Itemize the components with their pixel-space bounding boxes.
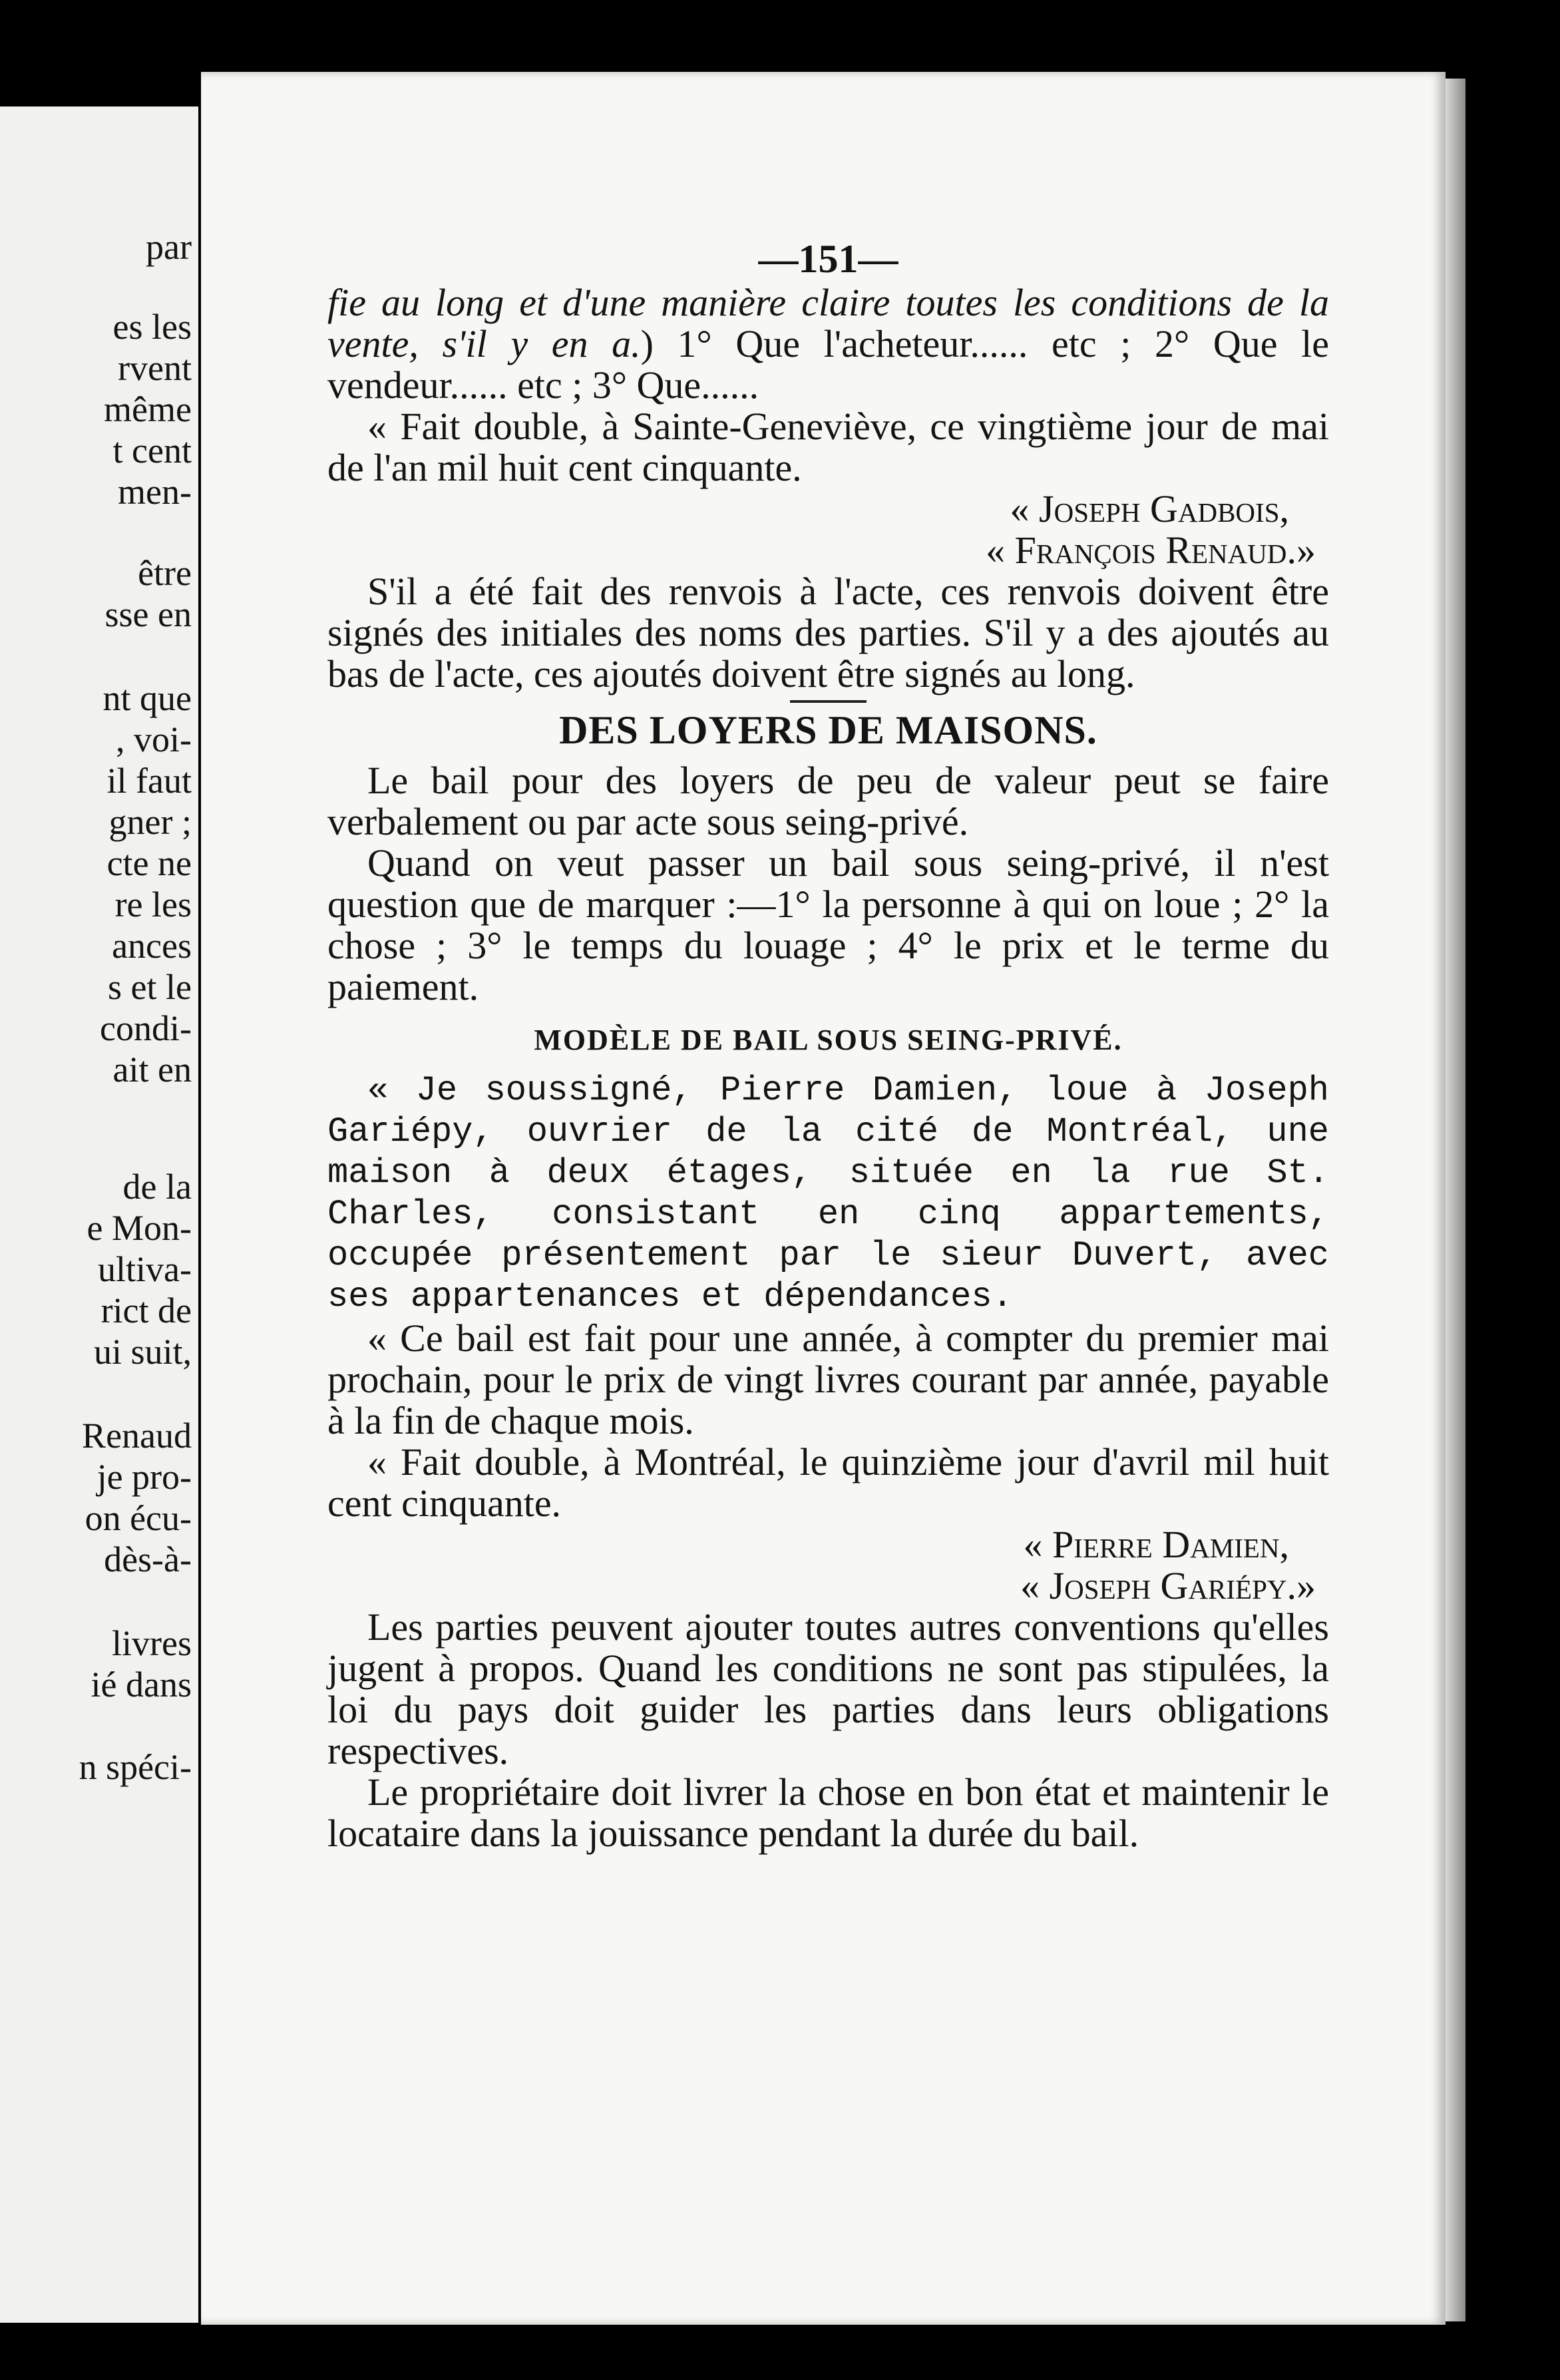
- left-page-line: par: [146, 227, 192, 267]
- left-page-line: cte ne: [106, 843, 192, 883]
- paragraph-3: S'il a été fait des renvois à l'acte, ces renvois doivent être signés des initiales des noms des parties. S'il y a des ajoutés au bas de l'acte, ces ajoutés doivent être signés au long.: [327, 570, 1329, 695]
- left-page-line: ait en: [112, 1050, 192, 1090]
- left-page-line: dès-à-: [104, 1539, 192, 1579]
- page-edge: [1446, 79, 1465, 2321]
- signature-joseph-gadbois: « Joseph Gadbois,: [1010, 487, 1289, 530]
- left-page-line: il faut: [106, 761, 192, 801]
- paragraph-1-italic: fie au long et d'une manière claire toutes les conditions de la vente, s'il y en a.: [327, 281, 1329, 365]
- left-page-line: nt que: [102, 678, 192, 718]
- left-page-line: s et le: [108, 967, 192, 1007]
- paragraph-1-rest: ) 1° Que l'acheteur...... etc ; 2° Que le vendeur...... etc ; 3° Que......: [327, 322, 1329, 407]
- left-page-line: es les: [112, 307, 192, 347]
- paragraph-7: « Ce bail est fait pour une année, à compter du premier mai prochain, pour le prix de vingt livres courant par année, payable à la fin de chaque mois.: [327, 1316, 1329, 1442]
- left-page-line: rict de: [100, 1290, 192, 1330]
- left-page-line: e Mon-: [87, 1208, 192, 1248]
- left-page-line: je pro-: [97, 1457, 192, 1497]
- model-heading: MODÈLE DE BAIL SOUS SEING-PRIVÉ.: [534, 1024, 1123, 1056]
- page-content: [327, 238, 1329, 1854]
- left-page-line: de la: [122, 1167, 192, 1207]
- signature-pierre-damien: « Pierre Damien,: [1023, 1523, 1289, 1566]
- paragraph-5: Quand on veut passer un bail sous seing-privé, il n'est question que de marquer :—1° la personne à qui on loue ; 2° la chose ; 3° le temps du louage ; 4° le prix et le terme du paiement.: [327, 841, 1329, 1008]
- left-page-line: même: [104, 389, 192, 429]
- left-page-line: , voi-: [116, 719, 192, 759]
- left-page-line: gner ;: [108, 802, 192, 842]
- left-page-line: être: [138, 553, 192, 593]
- left-page-line: rvent: [118, 348, 192, 388]
- paragraph-8: « Fait double, à Montréal, le quinzième jour d'avril mil huit cent cinquante.: [327, 1440, 1329, 1525]
- paragraph-6: « Je soussigné, Pierre Damien, loue à Joseph Gariépy, ouvrier de la cité de Montréal, une maison à deux étages, située en la rue St. Charles, consistant en cinq appartements, occupée présentement par le sieur Duvert, avec ses appartenances et dépendances.: [327, 1071, 1329, 1316]
- left-page-line: livres: [112, 1623, 192, 1663]
- left-page-line: t cent: [112, 431, 192, 471]
- left-page-line: Renaud: [82, 1416, 192, 1456]
- signature-joseph-gariepy: « Joseph Gariépy.»: [1020, 1564, 1316, 1607]
- left-page-line: ié dans: [91, 1665, 192, 1704]
- left-page-line: condi-: [100, 1008, 192, 1048]
- left-page-line: re les: [114, 885, 192, 924]
- section-divider: [790, 700, 867, 703]
- left-page-line: ui suit,: [93, 1332, 192, 1372]
- left-page-line: men-: [118, 472, 192, 512]
- previous-page-fragment: [0, 106, 198, 2323]
- section-heading: DES LOYERS DE MAISONS.: [559, 708, 1097, 752]
- left-page-line: n spéci-: [79, 1747, 192, 1787]
- left-page-line: ultiva-: [98, 1249, 192, 1289]
- signature-francois-renaud: « François Renaud.»: [986, 528, 1316, 572]
- left-page-line: sse en: [104, 594, 192, 634]
- left-page-line: ances: [112, 926, 192, 966]
- book-page: [201, 72, 1446, 2325]
- paragraph-4: Le bail pour des loyers de peu de valeur peut se faire verbalement ou par acte sous seing-privé.: [327, 759, 1329, 843]
- left-page-line: on écu-: [85, 1498, 192, 1538]
- paragraph-9: Les parties peuvent ajouter toutes autres conventions qu'elles jugent à propos. Quand les conditions ne sont pas stipulées, la loi du pays doit guider les parties dans leurs obligations respectives.: [327, 1605, 1329, 1772]
- paragraph-1: [327, 282, 1329, 406]
- paragraph-2: « Fait double, à Sainte-Geneviève, ce vingtième jour de mai de l'an mil huit cent cinquante.: [327, 405, 1329, 489]
- paragraph-10: Le propriétaire doit livrer la chose en bon état et maintenir le locataire dans la jouissance pendant la durée du bail.: [327, 1770, 1329, 1855]
- page-number: —151—: [758, 237, 898, 281]
